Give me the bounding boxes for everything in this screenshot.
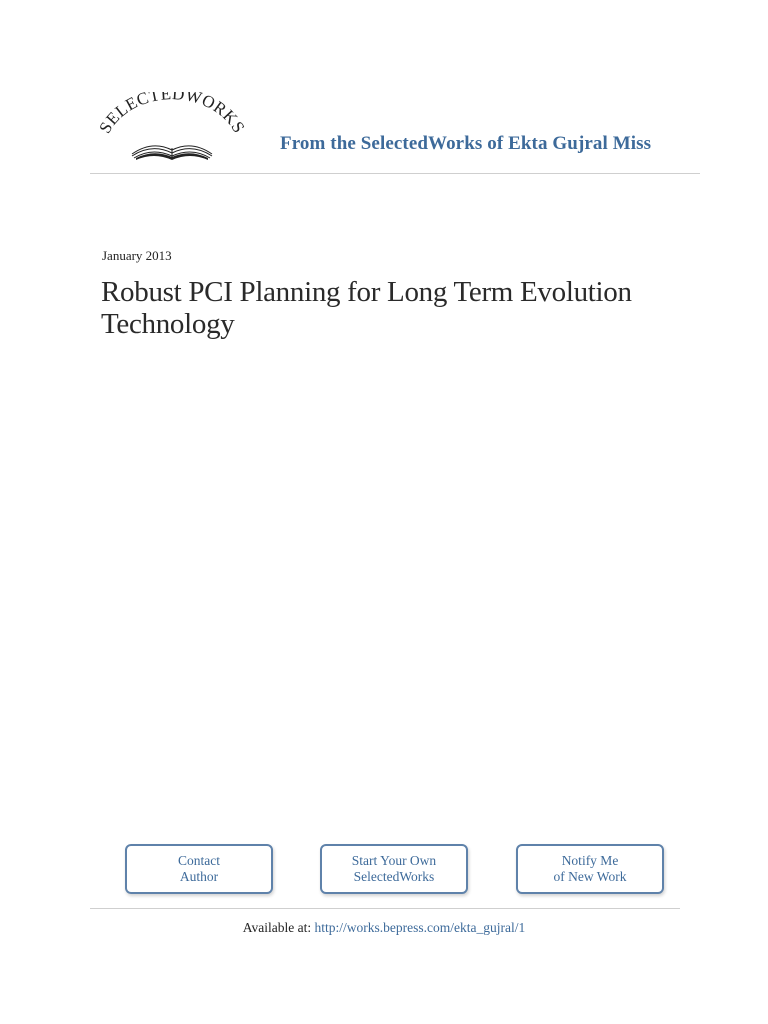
notify-button-line1: Notify Me (561, 853, 619, 868)
publication-date: January 2013 (102, 248, 172, 263)
header-title[interactable]: From the SelectedWorks of Ekta Gujral Miss (280, 133, 652, 154)
notify-new-work-button[interactable] (516, 844, 664, 894)
available-label: Available at: (242, 920, 312, 935)
document-title: Robust PCI Planning for Long Term Evolution Technology (101, 276, 632, 340)
start-selectedworks-button[interactable] (320, 844, 468, 894)
svg-text:SELECTEDWORKS (95, 92, 248, 137)
open-book-icon (92, 92, 252, 170)
contact-author-button[interactable] (125, 844, 273, 894)
availability-line (0, 920, 768, 936)
start-button-line1: Start Your Own (351, 853, 437, 868)
footer-divider (90, 908, 680, 909)
selectedworks-logo (92, 92, 252, 170)
work-url-link[interactable]: http://works.bepress.com/ekta_gujral/1 (314, 920, 526, 935)
notify-button-line2: of New Work (553, 869, 627, 884)
logo-text: SELECTEDWORKS (95, 92, 249, 137)
contact-button-line2: Author (179, 869, 219, 884)
start-button-line2: SelectedWorks (353, 869, 435, 884)
contact-button-line1: Contact (178, 853, 220, 868)
header-divider (90, 173, 700, 174)
